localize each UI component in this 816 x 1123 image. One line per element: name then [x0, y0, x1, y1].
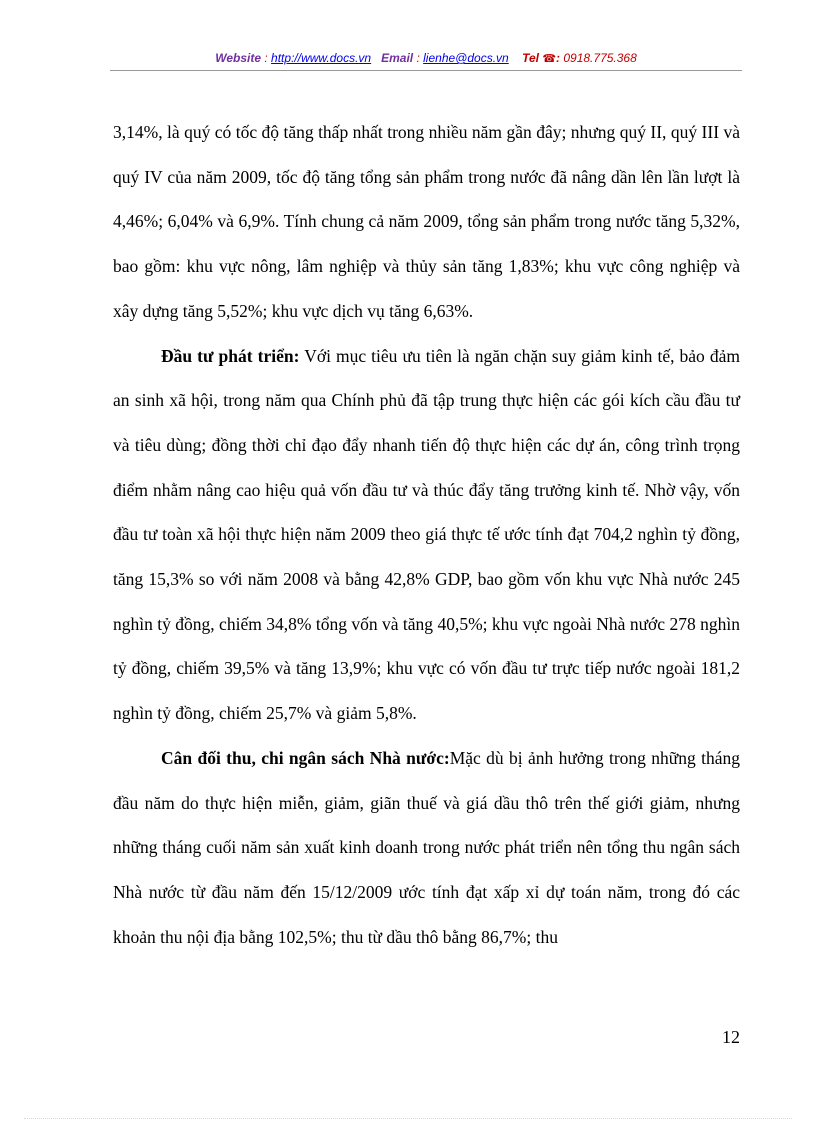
paragraph-investment — [113, 334, 740, 736]
page-header — [110, 50, 742, 67]
phone-icon: ☎ — [542, 53, 557, 65]
email-label: Email — [381, 51, 414, 65]
header-divider — [110, 70, 742, 71]
paragraph-budget — [113, 736, 740, 960]
paragraph-heading: Đầu tư phát triển: — [161, 345, 300, 366]
tel-label: Tel — [522, 51, 539, 65]
website-link[interactable]: http://www.docs.vn — [271, 51, 372, 65]
paragraph-text: Mặc dù bị ảnh hưởng trong những tháng đầu năm do thực hiện miễn, giảm, giãn thuế và giá dầu thô trên thế giới giảm, nhưng những tháng cuối năm sản xuất kinh doanh trong nước phát triển nên tổng thu ngân sách Nhà nước từ đầu năm đến 15/12/2009 ước tính đạt xấp xỉ dự toán năm, trong đó các khoản thu nội địa bằng 102,5%; thu từ dầu thô bằng 86,7%; thu — [113, 747, 740, 947]
tel-number: 0918.775.368 — [563, 51, 637, 65]
paragraph-gdp-growth — [113, 110, 740, 334]
paragraph-text: Với mục tiêu ưu tiên là ngăn chặn suy giảm kinh tế, bảo đảm an sinh xã hội, trong năm qua Chính phủ đã tập trung thực hiện các gói kích cầu đầu tư và tiêu dùng; đồng thời chỉ đạo đẩy nhanh tiến độ thực hiện các dự án, công trình trọng điểm nhằm nâng cao hiệu quả vốn đầu tư và thúc đẩy tăng trưởng kinh tế. Nhờ vậy, vốn đầu tư toàn xã hội thực hiện năm 2009 theo giá thực tế ước tính đạt 704,2 nghìn tỷ đồng, tăng 15,3% so với năm 2008 và bằng 42,8% GDP, bao gồm vốn khu vực Nhà nước 245 nghìn tỷ đồng, chiếm 34,8% tổng vốn và tăng 40,5%; khu vực ngoài Nhà nước 278 nghìn tỷ đồng, chiếm 39,5% và tăng 13,9%; khu vực có vốn đầu tư trực tiếp nước ngoài 181,2 nghìn tỷ đồng, chiếm 25,7% và giảm 5,8%. — [113, 345, 740, 724]
email-separator: : — [413, 51, 424, 65]
email-link[interactable]: lienhe@docs.vn — [423, 51, 509, 65]
website-separator: : — [261, 51, 272, 65]
page-number: 12 — [722, 1027, 740, 1047]
paragraph-text: 3,14%, là quý có tốc độ tăng thấp nhất trong nhiều năm gần đây; nhưng quý II, quý III và quý IV của năm 2009, tốc độ tăng tổng sản phẩm trong nước đã nâng dần lên lần lượt là 4,46%; 6,04% và 6,9%. Tính chung cả năm 2009, tổng sản phẩm trong nước tăng 5,32%, bao gồm: khu vực nông, lâm nghiệp và thủy sản tăng 1,83%; khu vực công nghiệp và xây dựng tăng 5,52%; khu vực dịch vụ tăng 6,63%. — [113, 122, 740, 321]
tel-separator: : — [556, 51, 564, 65]
paragraph-heading: Cân đối thu, chi ngân sách Nhà nước: — [161, 747, 450, 768]
website-label: Website — [215, 51, 262, 65]
document-body — [113, 110, 740, 959]
footer-divider — [24, 1118, 792, 1119]
